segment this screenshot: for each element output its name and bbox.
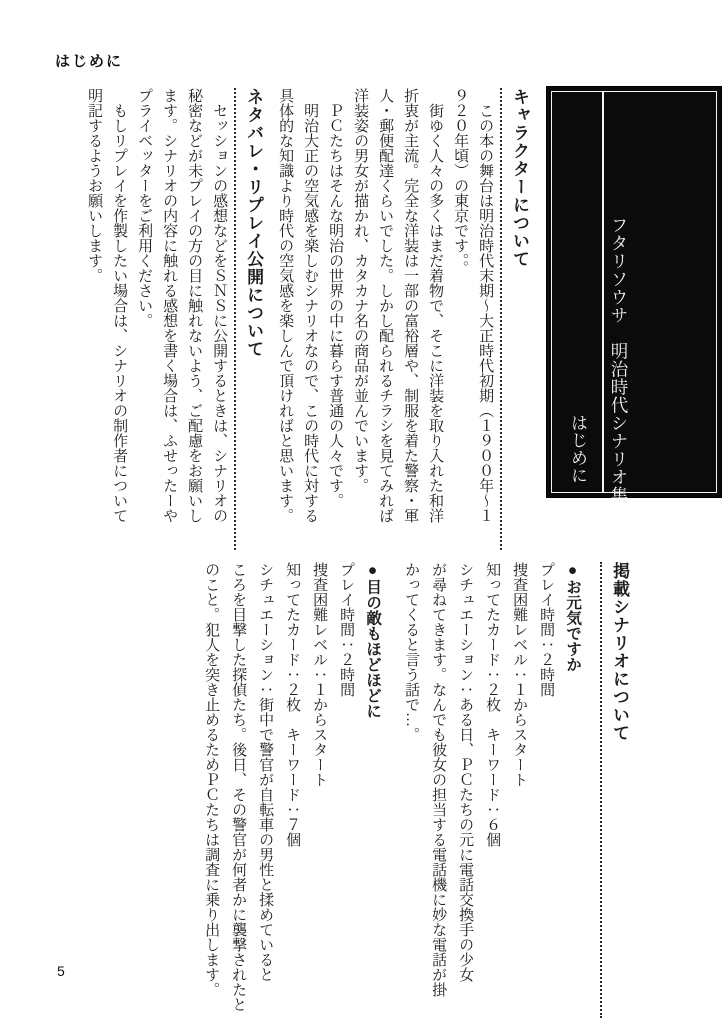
page-number: 5: [57, 963, 65, 979]
book-title: フタリソウサ 明治時代シナリオ集: [609, 216, 629, 504]
scenario-situation-column: が尋ねてきます。なんでも彼女の担当する電話機に妙な電話が掛: [430, 562, 447, 997]
title-box-border: [551, 91, 717, 504]
scenario-stat-cards-keywords: 知ってたカード：２枚 キーワード：７個: [284, 562, 301, 847]
scenario-entry-2: [197, 562, 386, 1018]
text-column: この本の舞台は明治時代末期～大正時代初期（１９００年～１: [477, 88, 494, 523]
section-heading-characters: キャラクターについて: [500, 88, 530, 550]
chapter-title: はじめに: [568, 414, 587, 484]
text-column: 具体的な知識より時代の空気感を楽しんで頂ければと思います。: [277, 88, 294, 523]
text-column: ます。シナリオの内容に触れる感想を書く場合は、ふせったーや: [161, 88, 178, 523]
scenario-stat-play-time: プレイ時間：２時間: [338, 562, 355, 697]
text-column: ９２０年頃）の東京です。。: [452, 88, 469, 276]
scenario-entry-1: [397, 562, 586, 1018]
title-box-divider: [602, 92, 604, 492]
title-box: [546, 86, 722, 504]
scenario-stat-play-time: プレイ時間：２時間: [538, 562, 555, 697]
text-column: 人・郵便配達くらいでした。しかし配られるチラシを見てみれば: [377, 88, 394, 523]
text-column: プライベッターをご利用ください。: [136, 88, 153, 328]
section-heading-spoiler-policy: ネタバレ・リプレイ公開について: [234, 88, 264, 550]
scenario-stat-difficulty: 捜査困難レベル：１からスタート: [511, 562, 528, 787]
scenario-title: ●目の敵もほどほどに: [364, 562, 382, 719]
text-column: 明治大正の空気感を楽しむシナリオなので、この時代に対する: [302, 88, 319, 523]
scenario-stat-difficulty: 捜査困難レベル：１からスタート: [311, 562, 328, 787]
section-heading-scenarios: 掲載シナリオについて: [600, 562, 630, 1018]
text-column: 街ゆく人々の多くはまだ着物で、そこに洋装を取り入れた和洋: [427, 88, 444, 523]
scenario-situation-column: シチュエーション：街中で警官が自転車の男性と揉めていると: [257, 562, 274, 982]
scenario-title: ●お元気ですか: [564, 562, 582, 672]
text-column: 明記するようお願いします。: [86, 88, 103, 283]
text-column: ＰＣたちはそんな明治の世界の中に暮らす普通の人々です。: [327, 88, 344, 508]
text-column: 秘密などが未プレイの方の目に触れないよう、ご配慮をお願いし: [186, 88, 203, 523]
text-column: セッションの感想などをＳＮＳに公開するときは、シナリオの: [211, 88, 228, 523]
text-column: 折衷が主流。完全な洋装は一部の富裕層や、制服を着た警察・軍: [402, 88, 419, 523]
scenario-situation-column: ころを目撃した探偵たち。後日、その警官が何者かに襲撃されたと: [230, 562, 247, 1012]
scenario-stat-cards-keywords: 知ってたカード：２枚 キーワード：６個: [484, 562, 501, 847]
intro-text-block: [81, 88, 530, 550]
scenario-situation-column: かってくると言う話で…。: [403, 562, 420, 742]
scenario-text-block: [197, 562, 630, 1018]
scenario-situation-column: のこと。犯人を突き止めるためＰＣたちは調査に乗り出します。: [203, 562, 220, 997]
text-column: 洋装姿の男女が描かれ、カタカナ名の商品が並んでいます。: [352, 88, 369, 493]
section-spoiler-policy: [81, 88, 264, 550]
section-characters: [272, 88, 530, 550]
running-header: はじめに: [55, 53, 124, 70]
text-column: もしリプレイを作製したい場合は、シナリオの制作者について: [111, 88, 128, 523]
scenario-situation-column: シチュエーション：ある日、ＰＣたちの元に電話交換手の少女: [457, 562, 474, 982]
